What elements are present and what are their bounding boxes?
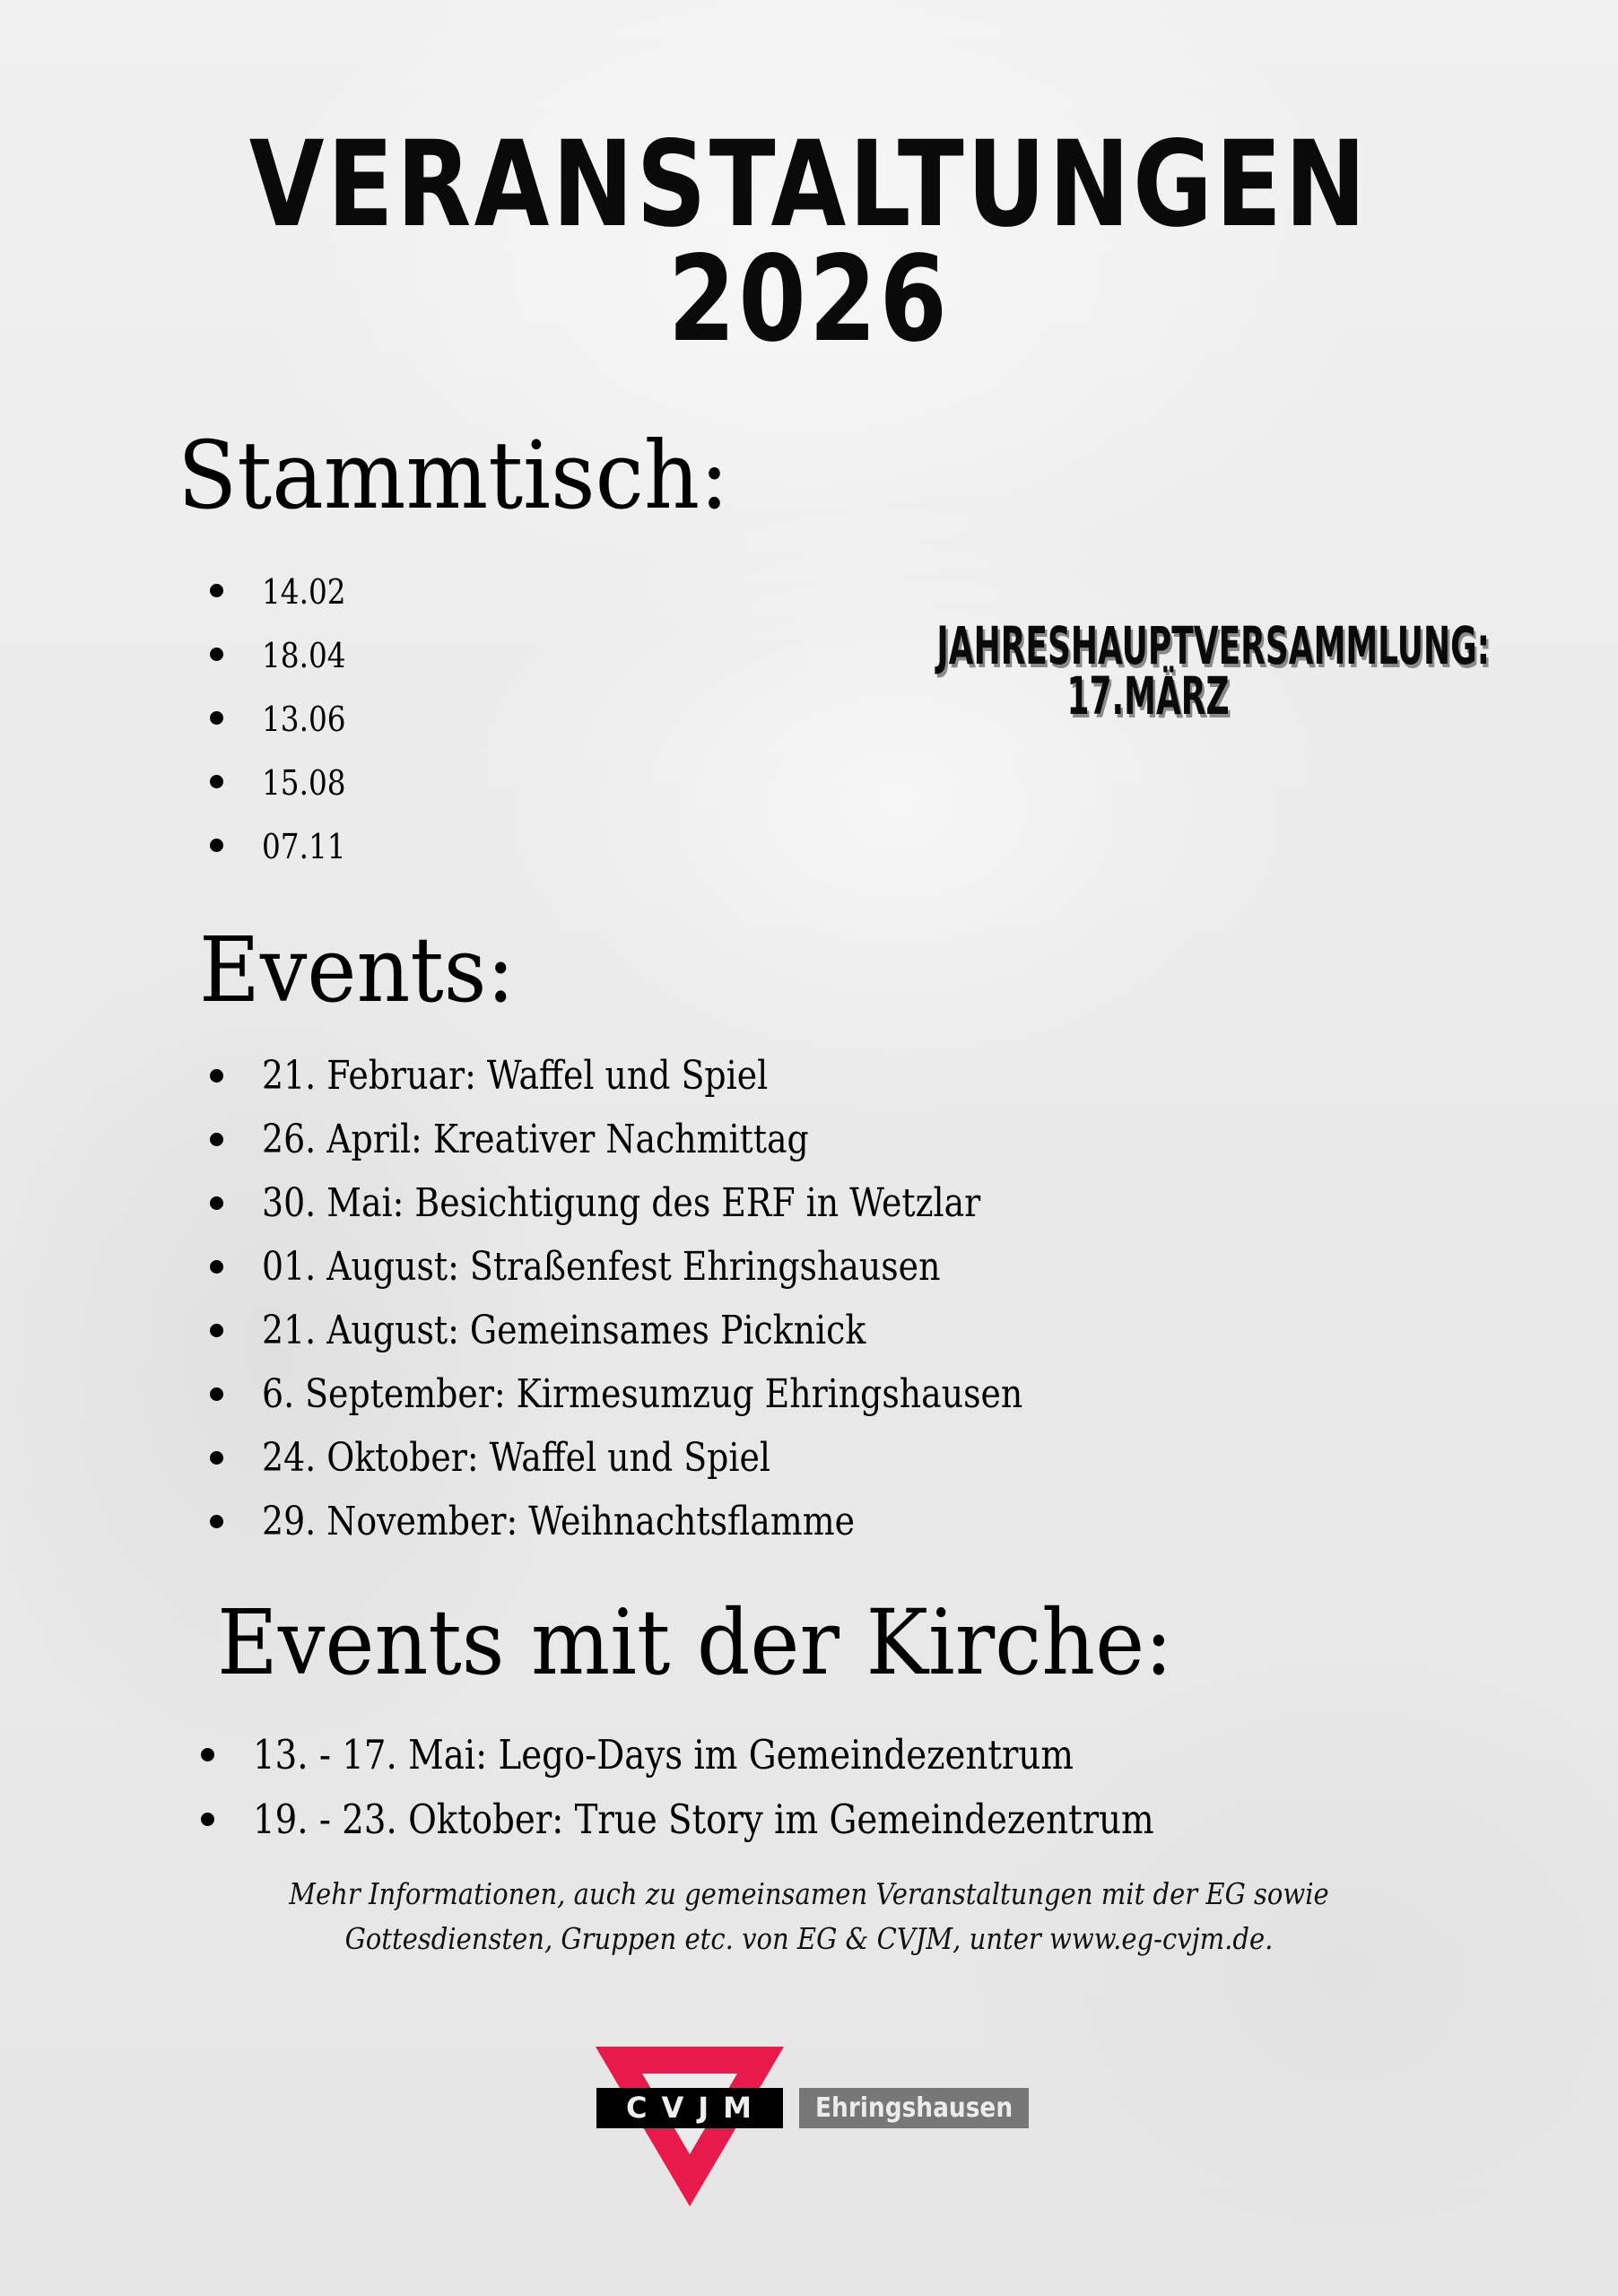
- annual-meeting-date: 17.MÄRZ: [1066, 665, 1230, 726]
- list-item: 26. April: Kreativer Nachmittag: [210, 1111, 1146, 1175]
- footer-note: [0, 1872, 1618, 1961]
- list-item: 14.02: [210, 565, 360, 629]
- bullet-icon: [210, 1324, 223, 1337]
- list-item: 21. August: Gemeinsames Picknick: [210, 1302, 1146, 1366]
- list-item: 18.04: [210, 629, 360, 692]
- list-item: 13.06: [210, 692, 360, 756]
- stammtisch-heading: Stammtisch:: [178, 421, 729, 530]
- stammtisch-list: [210, 565, 360, 883]
- bullet-icon: [201, 1813, 214, 1826]
- bullet-icon: [210, 584, 223, 597]
- annual-meeting-label: JAHRESHAUPTVERSAMMLUNG:: [936, 615, 1490, 676]
- events-list: [210, 1048, 1146, 1557]
- footer-note-line: Mehr Informationen, auch zu gemeinsamen Veranstaltungen mit der EG sowie: [289, 1876, 1329, 1911]
- church-events-heading: Events mit der Kirche:: [217, 1590, 1173, 1695]
- poster-title: VERANSTALTUNGEN: [248, 116, 1370, 254]
- footer-note-line: Gottesdiensten, Gruppen etc. von EG & CVJM, unter www.eg-cvjm.de.: [344, 1921, 1274, 1956]
- list-item: 01. August: Straßenfest Ehringshausen: [210, 1239, 1146, 1302]
- bullet-icon: [210, 775, 223, 788]
- location-wordmark: Ehringshausen: [799, 2088, 1029, 2128]
- poster-year: 2026: [667, 230, 951, 369]
- bullet-icon: [210, 1451, 223, 1465]
- bullet-icon: [210, 1133, 223, 1146]
- bullet-icon: [210, 1515, 223, 1528]
- bullet-icon: [210, 711, 223, 725]
- church-events-list: [201, 1726, 1300, 1856]
- list-item: 29. November: Weihnachtsflamme: [210, 1493, 1146, 1557]
- list-item: 19. - 23. Oktober: True Story im Gemeindezentrum: [201, 1791, 1300, 1856]
- cvjm-logo: [596, 2047, 1044, 2208]
- cvjm-wordmark: CVJM: [596, 2088, 783, 2128]
- bullet-icon: [210, 1069, 223, 1083]
- bullet-icon: [210, 1387, 223, 1401]
- bullet-icon: [210, 1196, 223, 1210]
- annual-meeting-notice: [936, 615, 1490, 726]
- list-item: 13. - 17. Mai: Lego-Days im Gemeindezentrum: [201, 1726, 1300, 1791]
- list-item: 6. September: Kirmesumzug Ehringshausen: [210, 1366, 1146, 1430]
- bullet-icon: [210, 648, 223, 661]
- list-item: 15.08: [210, 756, 360, 820]
- list-item: 30. Mai: Besichtigung des ERF in Wetzlar: [210, 1175, 1146, 1239]
- list-item: 24. Oktober: Waffel und Spiel: [210, 1430, 1146, 1493]
- bullet-icon: [210, 1260, 223, 1274]
- events-heading: Events:: [199, 918, 515, 1022]
- list-item: 21. Februar: Waffel und Spiel: [210, 1048, 1146, 1111]
- list-item: 07.11: [210, 820, 360, 883]
- bullet-icon: [201, 1748, 214, 1761]
- bullet-icon: [210, 839, 223, 852]
